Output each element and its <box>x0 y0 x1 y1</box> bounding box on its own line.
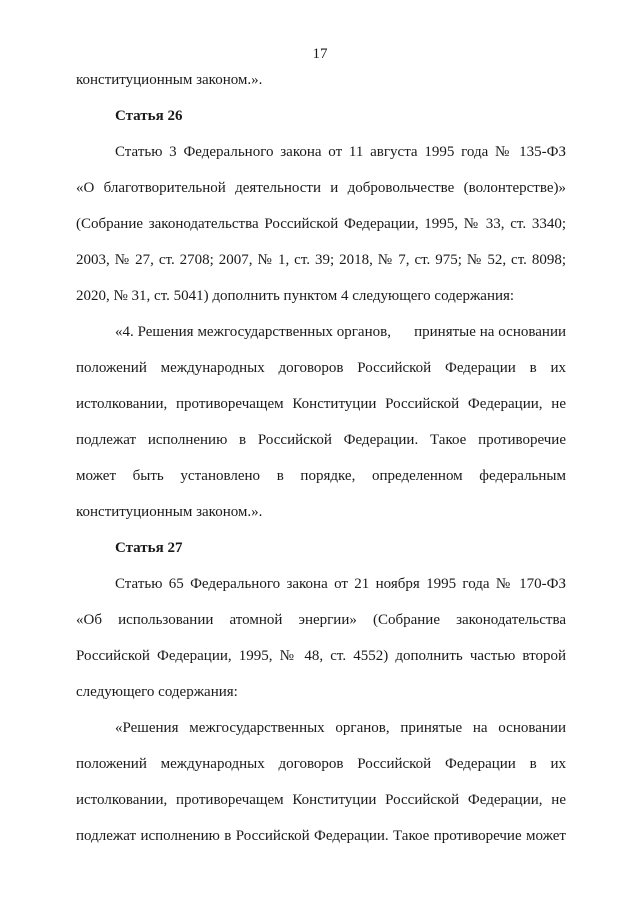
article-26-heading: Статья 26 <box>115 108 183 124</box>
text-line: истолковании, противоречащем Конституции Российской Федерации, не <box>76 792 566 808</box>
article-27-intro <box>76 572 566 716</box>
text-line: положений международных договоров Российской Федерации в их <box>76 756 566 772</box>
article-27-quote <box>76 716 566 860</box>
text-line: положений международных договоров Российской Федерации в их <box>76 360 566 376</box>
article-26-intro <box>76 140 566 320</box>
text-line: подлежат исполнению в Российской Федерации. Такое противоречие <box>76 432 566 448</box>
text-line: Российской Федерации, 1995, № 48, ст. 4552) дополнить частью второй <box>76 648 566 664</box>
closing-line: конституционным законом.». <box>76 72 263 88</box>
text-line: Статью 65 Федерального закона от 21 ноября 1995 года № 170-ФЗ <box>115 576 566 592</box>
document-body <box>76 68 566 860</box>
text-line: «О благотворительной деятельности и добровольчестве (волонтерстве)» <box>76 180 566 196</box>
text-line: следующего содержания: <box>76 684 238 700</box>
text-line: может быть установлено в порядке, определенном федеральным <box>76 468 566 484</box>
article-27-heading: Статья 27 <box>115 540 183 556</box>
text-line: подлежат исполнению в Российской Федерации. Такое противоречие может <box>76 828 566 844</box>
text-line: 2020, № 31, ст. 5041) дополнить пунктом 4 следующего содержания: <box>76 288 515 304</box>
text-line: конституционным законом.». <box>76 504 263 520</box>
text-line: истолковании, противоречащем Конституции Российской Федерации, не <box>76 396 566 412</box>
text-line: Статью 3 Федерального закона от 11 августа 1995 года № 135-ФЗ <box>115 144 566 160</box>
page-number: 17 <box>312 46 328 62</box>
text-line: «Об использовании атомной энергии» (Собрание законодательства <box>76 612 566 628</box>
article-26-quote <box>76 320 566 536</box>
text-line: «Решения межгосударственных органов, принятые на основании <box>115 720 566 736</box>
text-line: 2003, № 27, ст. 2708; 2007, № 1, ст. 39; 2018, № 7, ст. 975; № 52, ст. 8098; <box>76 252 566 268</box>
text-line: «4. Решения межгосударственных органов, принятые на основании <box>115 324 566 340</box>
text-line: (Собрание законодательства Российской Федерации, 1995, № 33, ст. 3340; <box>76 216 566 232</box>
